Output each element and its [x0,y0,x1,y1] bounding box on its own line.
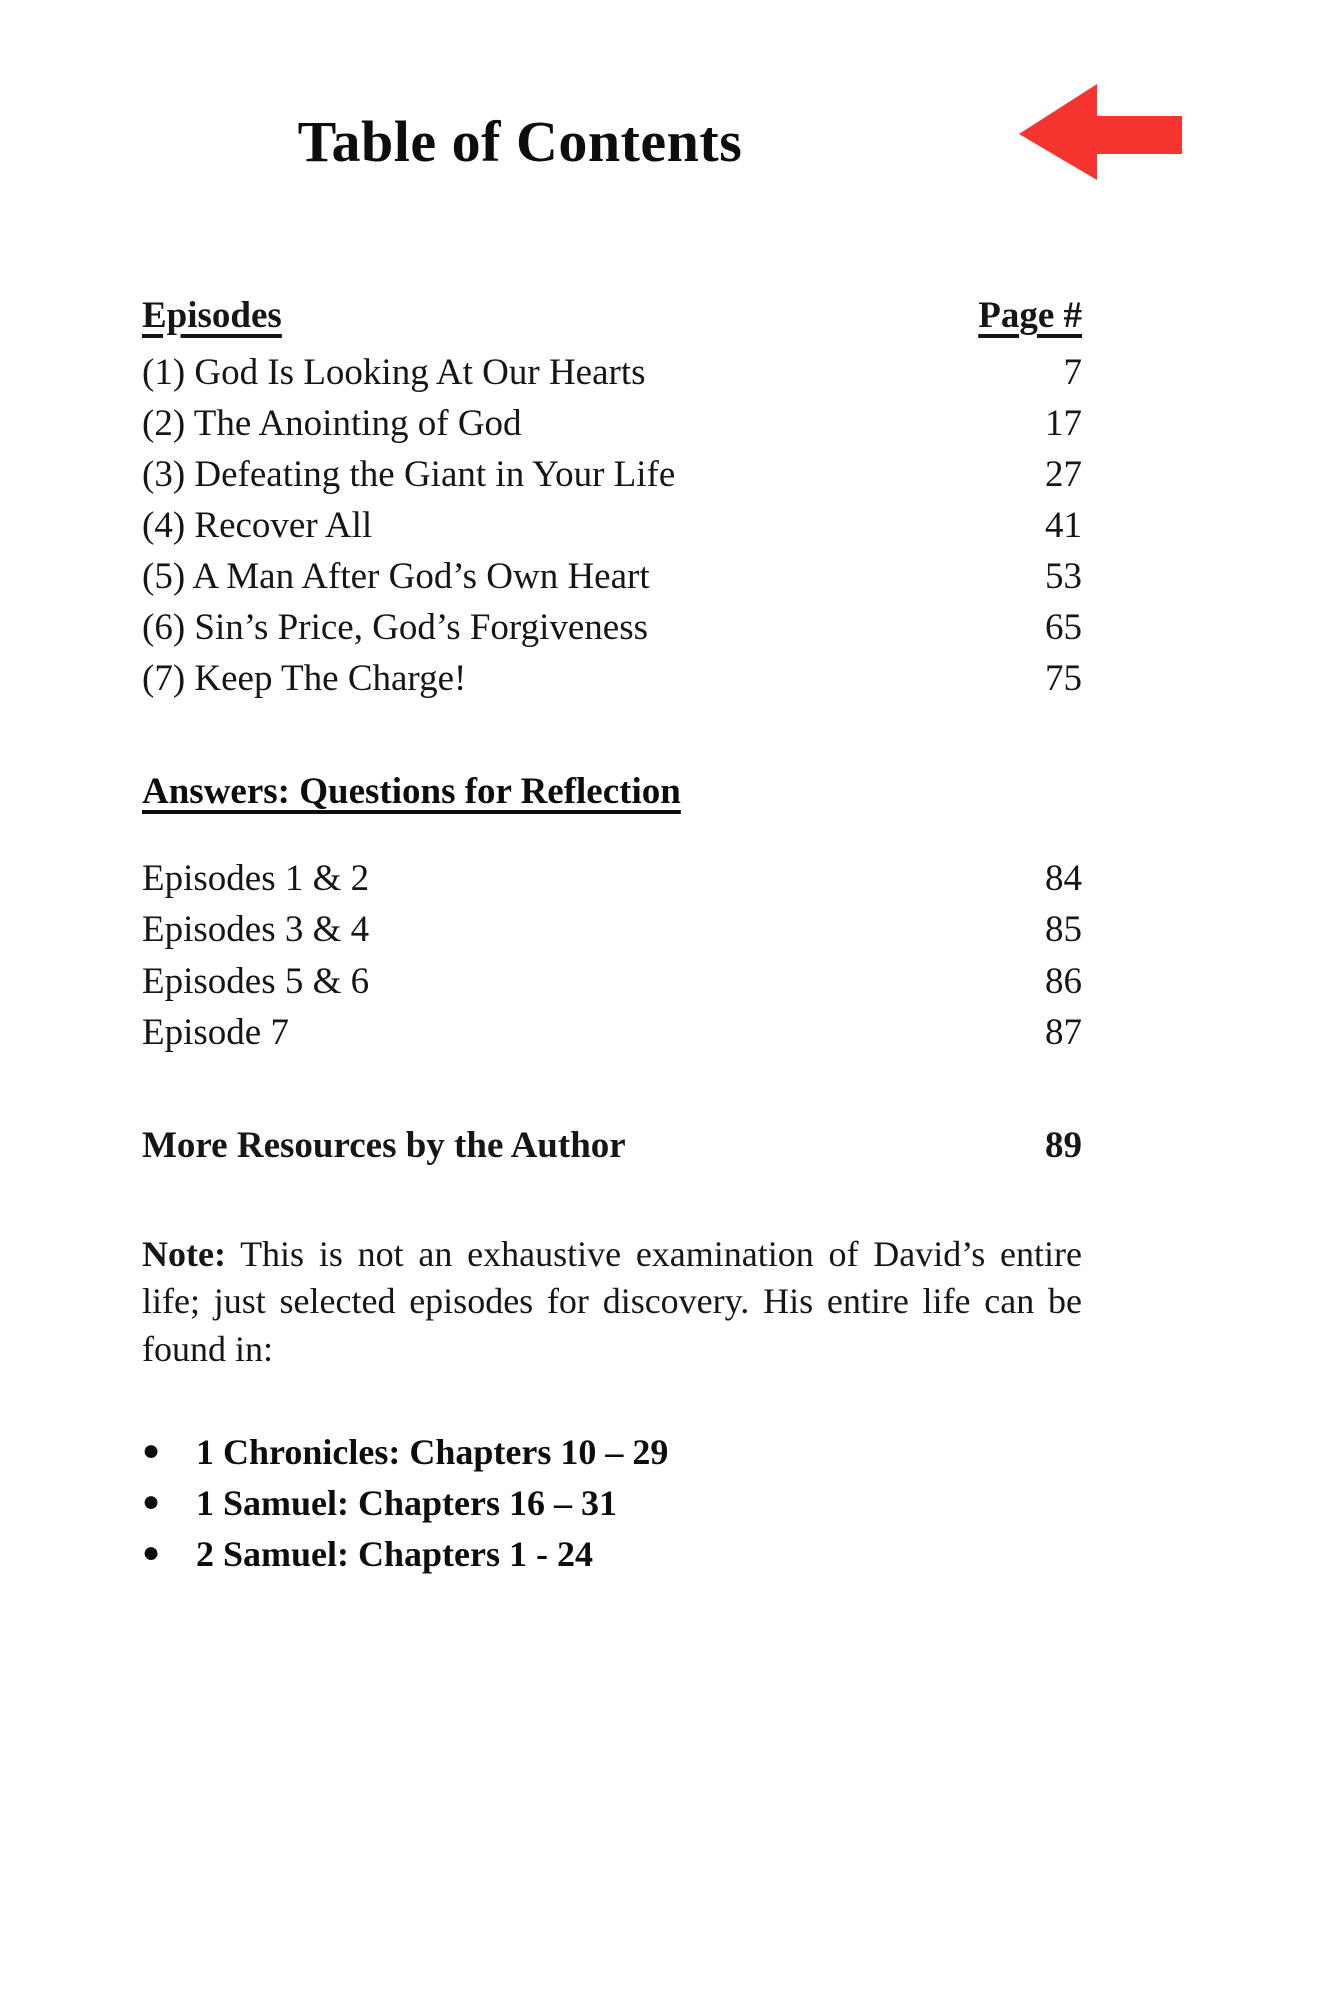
table-row[interactable] [142,398,1082,449]
episode-title: (7) Keep The Charge! [142,658,467,700]
episode-title: (2) The Anointing of God [142,403,522,445]
episode-title: (3) Defeating the Giant in Your Life [142,454,676,496]
table-row[interactable] [142,1007,1082,1058]
table-row[interactable] [142,602,1082,653]
more-resources-page-number: 89 [1045,1124,1082,1166]
list-item [142,1529,1082,1580]
answer-page-number: 86 [1045,960,1082,1002]
episode-page-number: 7 [1063,352,1082,394]
note-body: This is not an exhaustive examination of David’s entire life; just selected episodes for discovery. His entire life can be found in: [142,1233,1082,1369]
answer-entry-label: Episodes 3 & 4 [142,909,370,951]
episodes-header-label: Episodes [142,295,282,336]
episode-page-number: 53 [1045,556,1082,598]
section-spacer [142,1171,1182,1227]
scripture-reference-list [142,1427,1082,1580]
table-row[interactable] [142,904,1082,955]
episode-title: (4) Recover All [142,505,373,547]
table-row[interactable] [142,956,1082,1007]
list-item [142,1427,1082,1478]
left-arrow-icon [1019,84,1182,180]
note-paragraph [142,1231,1082,1374]
table-row[interactable] [142,1120,1082,1171]
header-spacer [142,817,1182,853]
bullet-icon: ● [142,1536,161,1570]
table-row[interactable] [142,551,1082,602]
reference-text: 1 Chronicles: Chapters 10 – 29 [196,1432,669,1473]
page-title: Table of Contents [297,109,743,174]
answer-page-number: 84 [1045,858,1082,900]
table-row[interactable] [142,500,1082,551]
episode-page-number: 27 [1045,454,1082,496]
answer-page-number: 85 [1045,909,1082,951]
episode-page-number: 17 [1045,403,1082,445]
episode-title: (1) God Is Looking At Our Hearts [142,352,646,394]
table-row[interactable] [142,853,1082,904]
table-row[interactable] [142,449,1082,500]
note-prefix: Note: [142,1233,226,1274]
answers-section-header-row [142,766,1182,817]
reference-text: 2 Samuel: Chapters 1 - 24 [196,1534,593,1575]
answers-section-header: Answers: Questions for Reflection [142,771,681,813]
episode-page-number: 41 [1045,505,1082,547]
episode-page-number: 75 [1045,658,1082,700]
table-row[interactable] [142,347,1082,398]
table-row[interactable] [142,653,1082,704]
answer-entry-label: Episodes 5 & 6 [142,960,370,1002]
episode-title: (5) A Man After God’s Own Heart [142,556,650,598]
episode-page-number: 65 [1045,607,1082,649]
bullet-icon: ● [142,1485,161,1519]
section-spacer [142,704,1182,766]
section-spacer [142,1058,1182,1120]
answer-entry-label: Episode 7 [142,1011,289,1053]
more-resources-label: More Resources by the Author [142,1124,626,1166]
episode-title: (6) Sin’s Price, God’s Forgiveness [142,607,649,649]
reference-text: 1 Samuel: Chapters 16 – 31 [196,1483,617,1524]
toc-content [142,290,1182,1597]
list-item [142,1478,1082,1529]
answer-page-number: 87 [1045,1011,1082,1053]
bullet-icon: ● [142,1434,161,1468]
episodes-table-header [142,290,1082,341]
answer-entry-label: Episodes 1 & 2 [142,858,370,900]
page-number-header-label: Page # [978,295,1082,336]
